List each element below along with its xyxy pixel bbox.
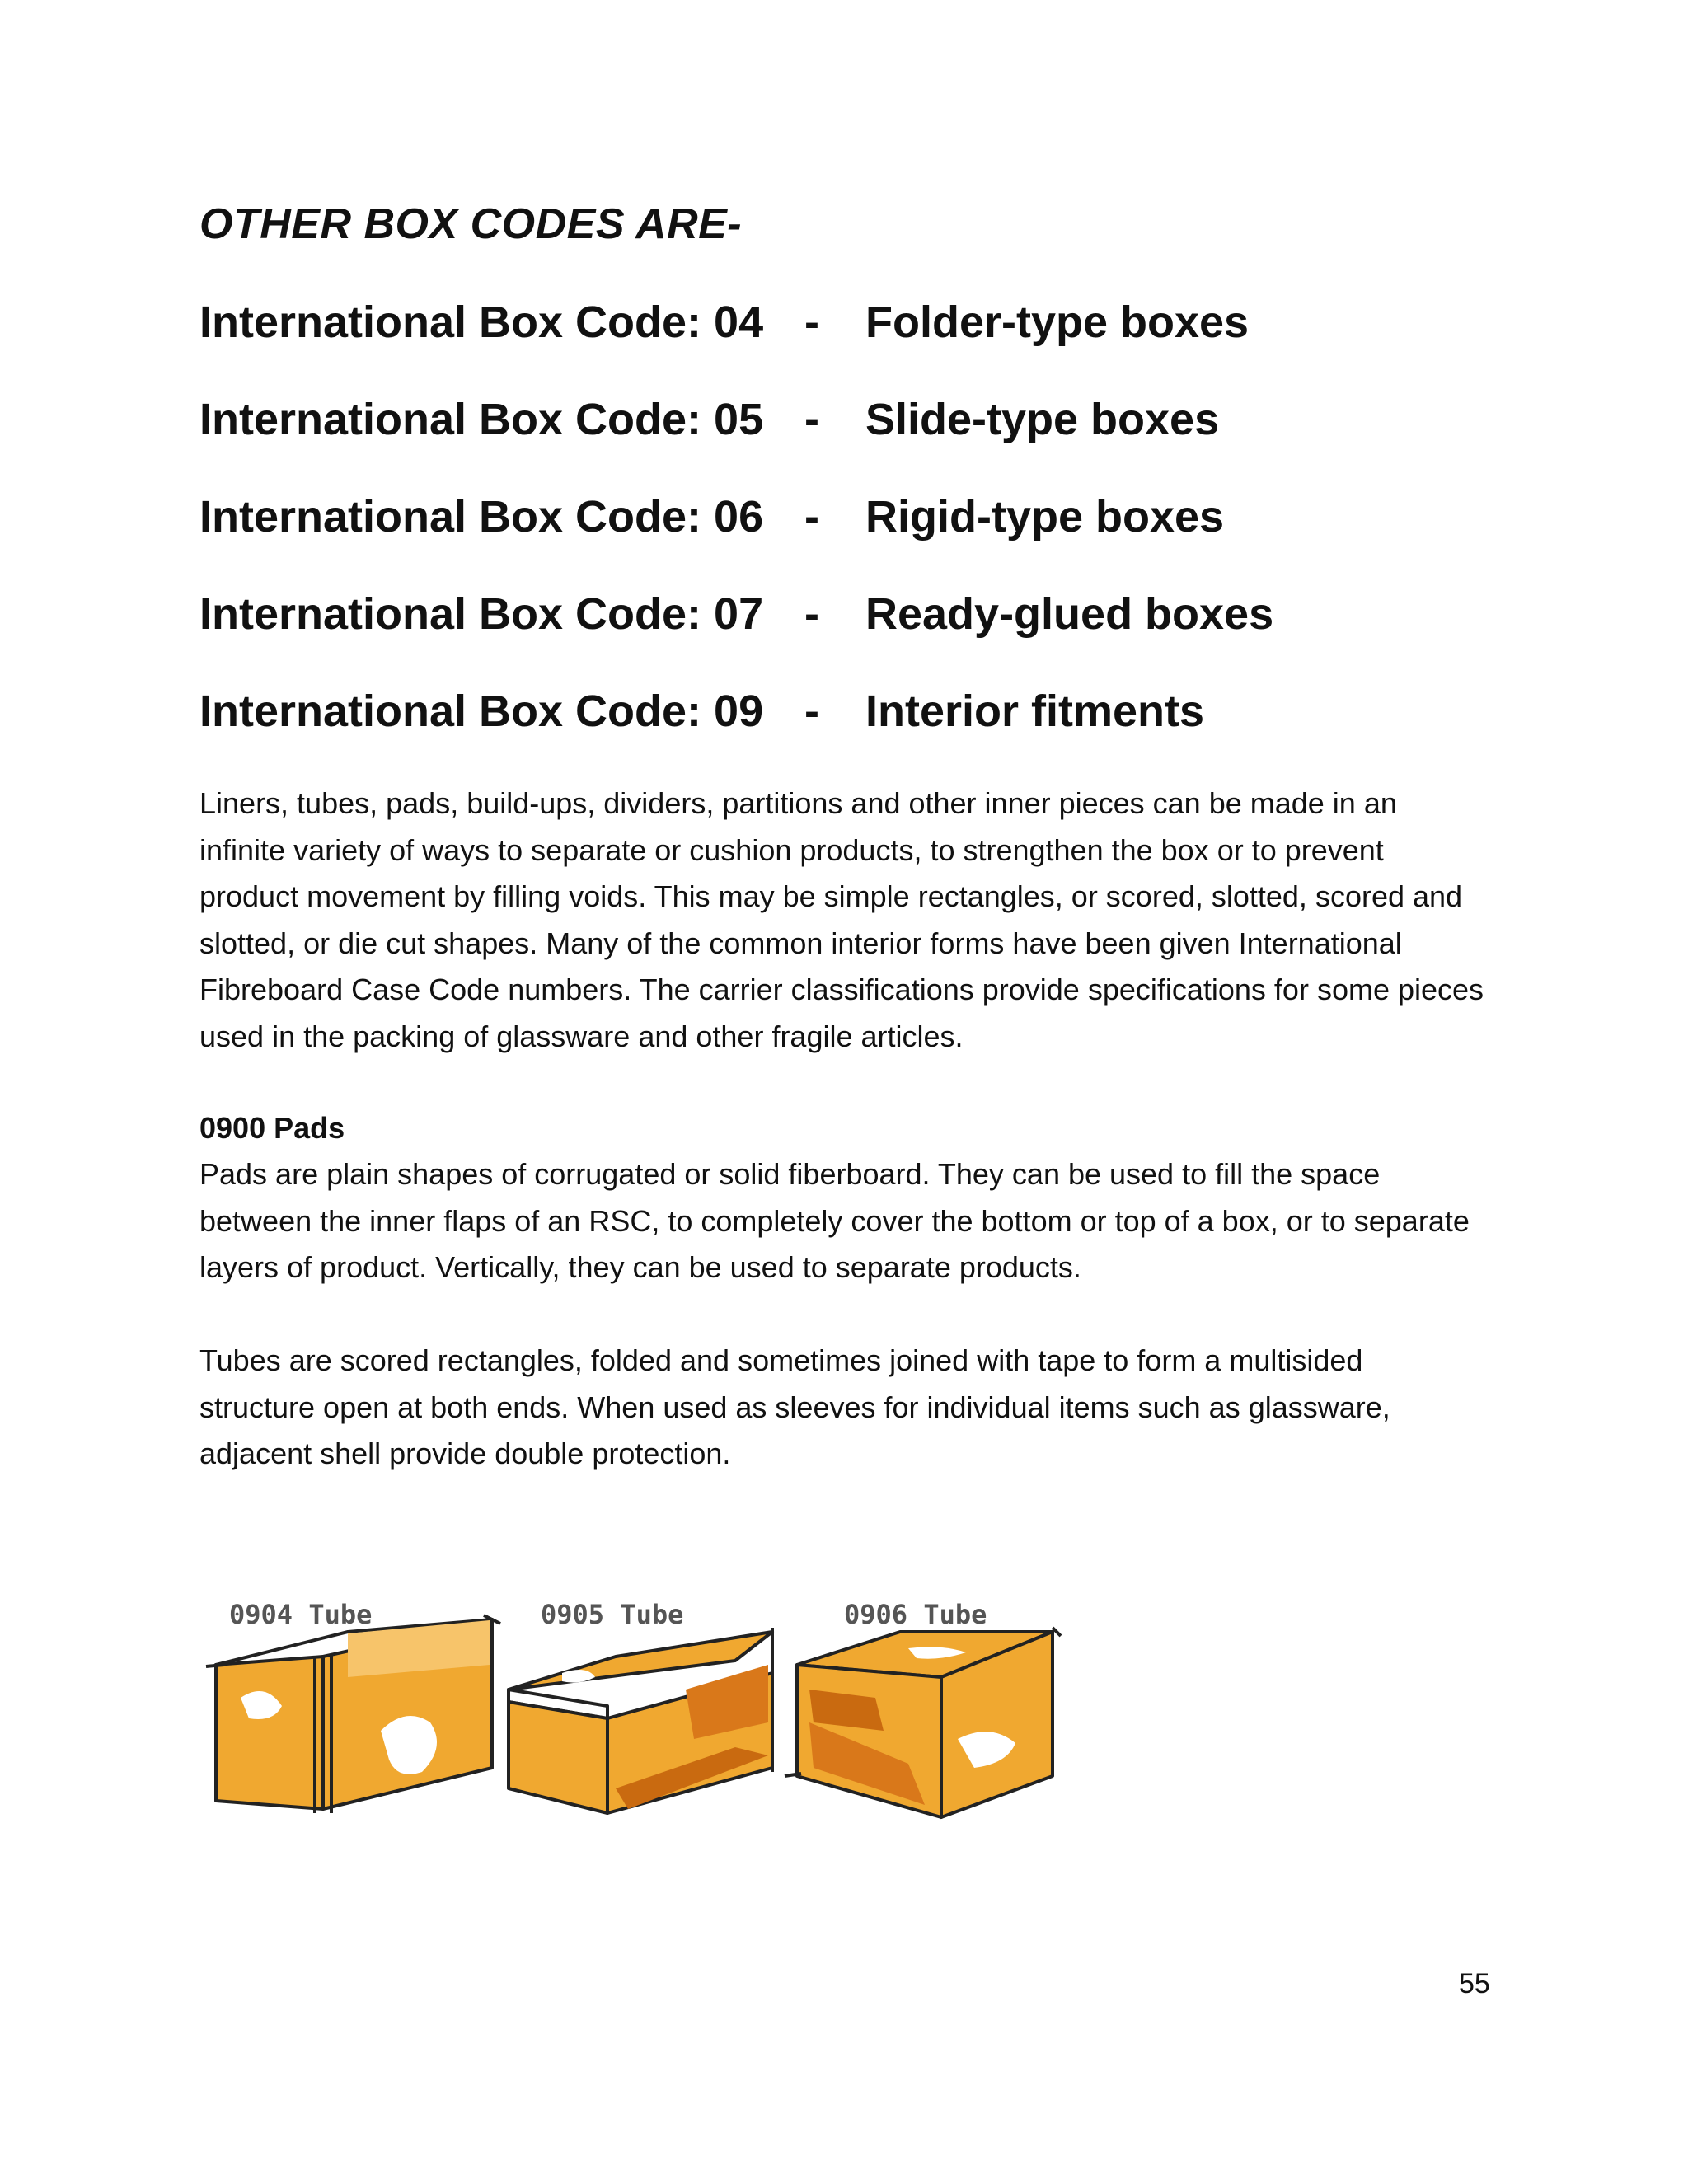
box-code-dash: - <box>804 492 819 541</box>
box-code-row <box>199 491 1518 557</box>
box-code-row <box>199 686 1518 752</box>
tube-0906-icon <box>785 1628 1061 1817</box>
box-code-label: International Box Code: 09 <box>199 687 764 736</box>
section-heading: OTHER BOX CODES ARE- <box>199 200 743 248</box>
box-code-label: International Box Code: 04 <box>199 298 764 347</box>
box-code-label: International Box Code: 06 <box>199 492 764 541</box>
box-code-row <box>199 297 1518 363</box>
box-code-description: Ready-glued boxes <box>865 589 1274 639</box>
box-code-dash: - <box>804 687 819 736</box>
box-code-description: Slide-type boxes <box>865 395 1220 444</box>
box-code-row <box>199 394 1518 460</box>
intro-paragraph: Liners, tubes, pads, build-ups, dividers, partitions and other inner pieces can be made in an infinite variety of ways to separate or cushion products, to strengthen the box or to prevent product movement by filling voids. This may be simple rectangles, or scored, slotted, scored and slotted, or die cut shapes. Many of the common interior forms have been given International Fibreboard Case Code numbers. The carrier classifications provide specifications for some pieces used in the packing of glassware and other fragile articles. <box>199 786 1484 1053</box>
tube-0904-label: 0904 Tube <box>229 1599 373 1630</box>
box-code-description: Interior fitments <box>865 687 1205 736</box>
tube-0906-label: 0906 Tube <box>844 1599 987 1630</box>
page-number: 55 <box>1459 1968 1490 1999</box>
tube-0905-label: 0905 Tube <box>541 1599 684 1630</box>
box-code-dash: - <box>804 395 819 444</box>
box-code-description: Rigid-type boxes <box>865 492 1225 541</box>
box-code-description: Folder-type boxes <box>865 298 1250 347</box>
box-code-label: International Box Code: 07 <box>199 589 764 639</box>
tube-0905-icon <box>509 1628 772 1813</box>
pads-heading: 0900 Pads <box>199 1111 345 1145</box>
box-code-label: International Box Code: 05 <box>199 395 764 444</box>
box-code-row <box>199 588 1518 654</box>
tubes-paragraph: Tubes are scored rectangles, folded and sometimes joined with tape to form a multisided structure open at both ends. When used as sleeves for individual items such as glassware, adjacent shell provide double protection. <box>199 1343 1390 1470</box>
tube-illustrations <box>199 1599 1073 1863</box>
box-code-dash: - <box>804 298 819 347</box>
box-code-dash: - <box>804 589 819 639</box>
tube-0904-icon <box>206 1615 500 1813</box>
pads-paragraph: Pads are plain shapes of corrugated or solid fiberboard. They can be used to fill the space between the inner flaps of an RSC, to completely cover the bottom or top of a box, or to separate layers of product. Vertically, they can be used to separate products. <box>199 1157 1470 1284</box>
tube-drawings <box>199 1599 1073 1863</box>
